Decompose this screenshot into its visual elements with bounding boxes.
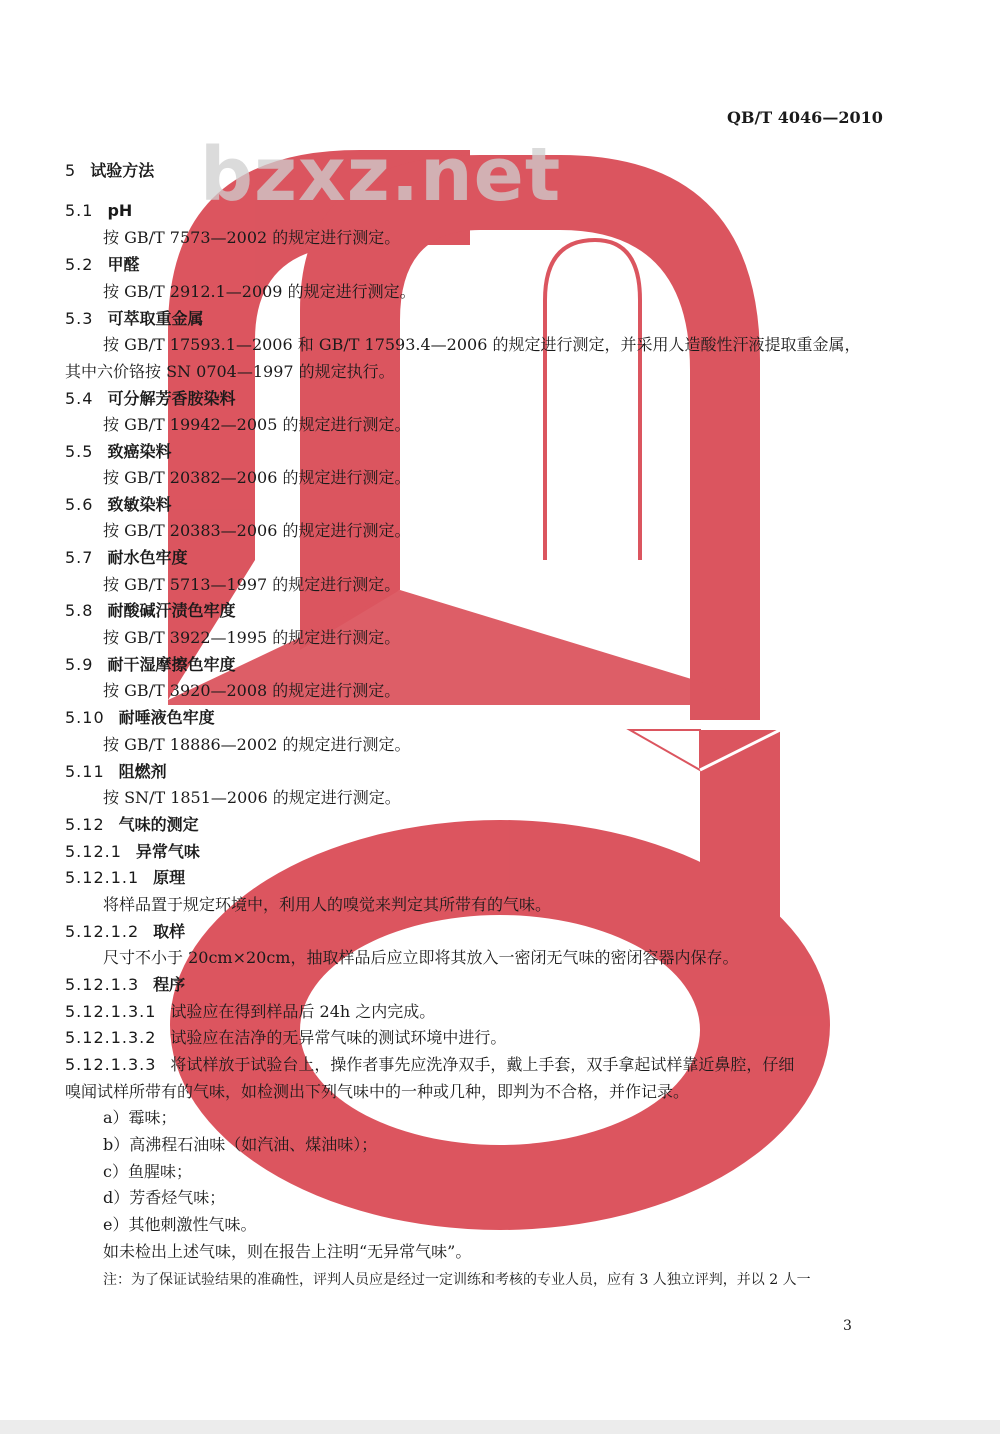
numbered-clause: [65, 1055, 794, 1075]
section-number: 5.12: [65, 815, 105, 834]
page-number: 3: [843, 1318, 852, 1334]
numbered-clause: [65, 1002, 435, 1022]
section-number: 5.12.1.1: [65, 868, 140, 887]
section-heading: [65, 548, 187, 568]
section-heading: [65, 815, 199, 835]
clause-number: 5.12.1.3.1: [65, 1002, 157, 1021]
section-title: 气味的测定: [118, 815, 199, 834]
section-number: 5.2: [65, 255, 94, 274]
section-title: 耐唾液色牢度: [118, 708, 215, 727]
section-heading: [65, 655, 235, 675]
section-heading: [65, 975, 185, 995]
section-title: 可分解芳香胺染料: [107, 389, 236, 408]
section-number: 5.11: [65, 762, 105, 781]
section-heading: [65, 161, 154, 181]
paragraph: 按 GB/T 20383—2006 的规定进行测定。: [103, 521, 411, 540]
clause-number: 5.12.1.3.2: [65, 1028, 157, 1047]
clause-text: 试验应在洁净的无异常气味的测试环境中进行。: [170, 1028, 507, 1047]
section-heading: [65, 309, 203, 329]
section-title: pH: [107, 201, 133, 220]
note: [103, 1270, 811, 1290]
clause-text: 将试样放于试验台上，操作者事先应洗净双手，戴上手套，双手拿起试样靠近鼻腔，仔细: [170, 1055, 795, 1074]
section-number: 5.12.1: [65, 842, 122, 861]
section-number: 5.7: [65, 548, 94, 567]
paragraph: 按 GB/T 3922—1995 的规定进行测定。: [103, 628, 401, 647]
section-heading: [65, 255, 139, 275]
section-number: 5: [65, 161, 77, 180]
note-text: 为了保证试验结果的准确性，评判人员应是经过一定训练和考核的专业人员，应有 3 人独立评判，并以 2 人一: [131, 1272, 811, 1288]
section-number: 5.6: [65, 495, 94, 514]
paragraph: 其中六价铬按 SN 0704—1997 的规定执行。: [65, 362, 395, 381]
section-title: 耐酸碱汗渍色牢度: [107, 601, 236, 620]
list-item: c）鱼腥味；: [103, 1162, 192, 1181]
section-heading: [65, 601, 235, 621]
watermark-text: bzxz.net: [200, 132, 562, 218]
section-number: 5.5: [65, 442, 94, 461]
section-title: 阻燃剂: [118, 762, 167, 781]
section-title: 耐干湿摩擦色牢度: [107, 655, 236, 674]
section-heading: [65, 922, 185, 942]
section-title: 甲醛: [107, 255, 140, 274]
section-heading: [65, 495, 171, 515]
section-title: 试验方法: [90, 161, 155, 180]
list-item: a）霉味；: [103, 1108, 177, 1127]
section-number: 5.4: [65, 389, 94, 408]
note-label: 注：: [103, 1272, 131, 1288]
paragraph: 按 GB/T 18886—2002 的规定进行测定。: [103, 735, 411, 754]
section-title: 可萃取重金属: [107, 309, 204, 328]
paragraph: 按 GB/T 3920—2008 的规定进行测定。: [103, 681, 401, 700]
paragraph: 按 GB/T 2912.1—2009 的规定进行测定。: [103, 282, 416, 301]
numbered-clause: [65, 1028, 506, 1048]
paragraph: 嗅闻试样所带有的气味，如检测出下列气味中的一种或几种，即判为不合格，并作记录。: [65, 1082, 690, 1101]
section-title: 原理: [153, 868, 186, 887]
section-title: 程序: [153, 975, 186, 994]
paragraph: 按 GB/T 20382—2006 的规定进行测定。: [103, 468, 411, 487]
section-heading: [65, 708, 215, 728]
section-heading: [65, 442, 171, 462]
clause-text: 试验应在得到样品后 24h 之内完成。: [170, 1002, 436, 1021]
paragraph: 按 SN/T 1851—2006 的规定进行测定。: [103, 788, 401, 807]
paragraph: 按 GB/T 5713—1997 的规定进行测定。: [103, 575, 401, 594]
section-heading: [65, 201, 132, 221]
section-title: 取样: [153, 922, 186, 941]
list-item: b）高沸程石油味（如汽油、煤油味）；: [103, 1135, 378, 1154]
section-heading: [65, 762, 167, 782]
paragraph: 按 GB/T 19942—2005 的规定进行测定。: [103, 415, 411, 434]
section-title: 耐水色牢度: [107, 548, 188, 567]
list-item: d）芳香烃气味；: [103, 1188, 226, 1207]
clause-number: 5.12.1.3.3: [65, 1055, 157, 1074]
section-title: 致敏染料: [107, 495, 172, 514]
section-number: 5.9: [65, 655, 94, 674]
section-number: 5.3: [65, 309, 94, 328]
standard-code: QB/T 4046—2010: [727, 108, 883, 127]
section-heading: [65, 868, 185, 888]
section-number: 5.10: [65, 708, 105, 727]
section-number: 5.12.1.2: [65, 922, 140, 941]
section-number: 5.12.1.3: [65, 975, 140, 994]
section-number: 5.8: [65, 601, 94, 620]
paragraph: 尺寸不小于 20cm×20cm，抽取样品后应立即将其放入一密闭无气味的密闭容器内保存。: [103, 948, 739, 967]
section-number: 5.1: [65, 201, 94, 220]
paragraph: 将样品置于规定环境中，利用人的嗅觉来判定其所带有的气味。: [103, 895, 552, 914]
section-heading: [65, 842, 200, 862]
paragraph: 按 GB/T 7573—2002 的规定进行测定。: [103, 228, 401, 247]
section-title: 异常气味: [135, 842, 200, 861]
paragraph: 如未检出上述气味，则在报告上注明“无异常气味”。: [103, 1242, 472, 1261]
section-title: 致癌染料: [107, 442, 172, 461]
section-heading: [65, 389, 235, 409]
paragraph: 按 GB/T 17593.1—2006 和 GB/T 17593.4—2006 的规定进行测定，并采用人造酸性汗液提取重金属，: [103, 335, 861, 354]
list-item: e）其他刺激性气味。: [103, 1215, 257, 1234]
